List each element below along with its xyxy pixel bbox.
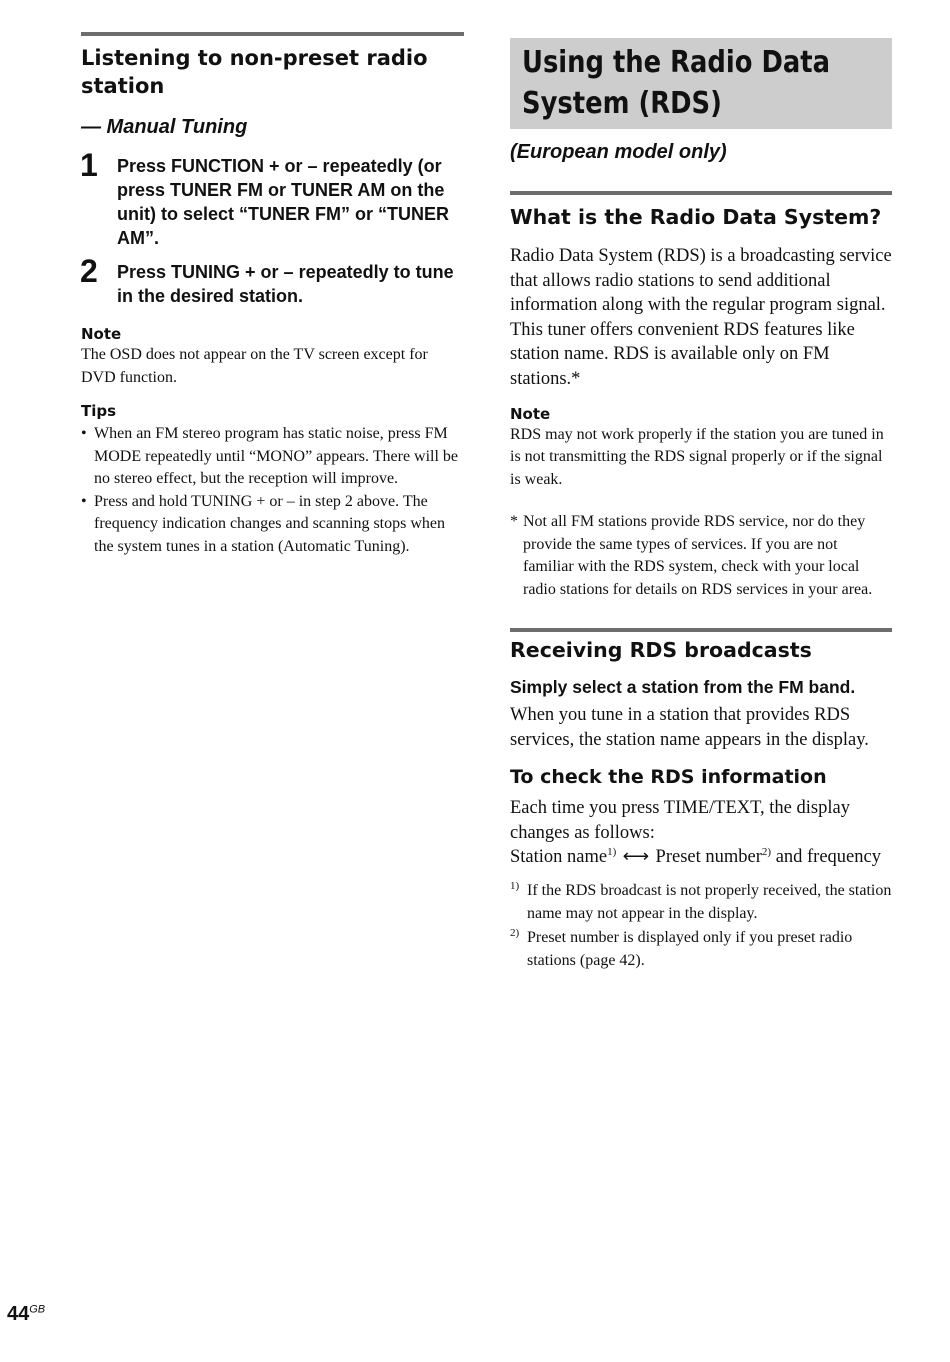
page-number bbox=[7, 1303, 45, 1326]
step-number: 1 bbox=[80, 147, 98, 183]
section-heading-manual-tuning: Listening to non-preset radio station bbox=[81, 46, 428, 98]
seq-tail: and frequency bbox=[775, 847, 881, 868]
seq-superscript-2: 2) bbox=[761, 846, 772, 859]
section-heading-what-is-rds: What is the Radio Data System? bbox=[510, 205, 882, 229]
tip-item: • Press and hold TUNING + or – in step 2 above. The frequency indication changes and scanning stops when the system tunes in a station (Automatic Tuning). bbox=[81, 491, 464, 559]
footnote-2 bbox=[510, 927, 892, 972]
step-number: 2 bbox=[80, 253, 98, 289]
chapter-title-box bbox=[510, 38, 892, 129]
section-subheading: — Manual Tuning bbox=[81, 116, 248, 138]
step-text: Press FUNCTION + or – repeatedly (or press TUNER FM or TUNER AM on the unit) to select “TUNER FM” or “TUNER AM”. bbox=[117, 156, 449, 248]
right-column bbox=[510, 32, 892, 972]
double-arrow-icon: ⟷ bbox=[622, 847, 650, 868]
page-number-value: 44 bbox=[7, 1303, 30, 1325]
footnote-1 bbox=[510, 880, 892, 925]
section-heading-receiving-rds: Receiving RDS broadcasts bbox=[510, 638, 812, 663]
seq-superscript-1: 1) bbox=[607, 846, 617, 859]
step-1 bbox=[80, 147, 464, 250]
tips-label: Tips bbox=[81, 402, 117, 420]
display-sequence bbox=[510, 845, 892, 870]
note-label: Note bbox=[81, 325, 122, 343]
footnote-mark: 1) bbox=[510, 880, 520, 893]
footnote-text: Preset number is displayed only if you preset radio stations (page 42). bbox=[527, 929, 853, 969]
note-label: Note bbox=[510, 404, 551, 423]
footnote-mark: * bbox=[510, 513, 518, 531]
rds-description: Radio Data System (RDS) is a broadcasting service that allows radio stations to send additional information along with the regular program signal. This tuner offers convenient RDS features like station name. RDS is available only on FM stations.* bbox=[510, 246, 892, 389]
seq-preset-number: Preset number bbox=[655, 847, 762, 868]
chapter-title: Using the Radio Data System (RDS) bbox=[522, 45, 831, 121]
region-note: (European model only) bbox=[510, 141, 727, 163]
receiving-description: When you tune in a station that provides RDS services, the station name appears in the display. bbox=[510, 705, 869, 750]
seq-station-name: Station name bbox=[510, 847, 608, 868]
footnote-mark: 2) bbox=[510, 927, 520, 940]
check-description: Each time you press TIME/TEXT, the display changes as follows: bbox=[510, 798, 850, 843]
step-text: Press TUNING + or – repeatedly to tune in the desired station. bbox=[117, 262, 454, 306]
note-text: RDS may not work properly if the station you are tuned in is not transmitting the RDS signal properly or if the signal is weak. bbox=[510, 425, 884, 488]
step-2 bbox=[80, 253, 464, 308]
lead-instruction: Simply select a station from the FM band. bbox=[510, 677, 856, 698]
subheading-check-rds: To check the RDS information bbox=[510, 766, 827, 789]
asterisk-footnote bbox=[510, 511, 892, 601]
note-text: The OSD does not appear on the TV screen except for DVD function. bbox=[81, 346, 428, 386]
footnote-text: Not all FM stations provide RDS service, nor do they provide the same types of services. If you are not familiar with the RDS system, check with your local radio stations for details on RDS services in your area. bbox=[523, 513, 873, 598]
tip-item: • When an FM stereo program has static noise, press FM MODE repeatedly until “MONO” appears. There will be no stereo effect, but the reception will improve. bbox=[81, 423, 464, 491]
footnote-text: If the RDS broadcast is not properly received, the station name may not appear in the display. bbox=[527, 882, 892, 922]
left-column bbox=[81, 32, 464, 558]
tips-list bbox=[81, 423, 464, 558]
page-region-suffix: GB bbox=[29, 1303, 46, 1316]
